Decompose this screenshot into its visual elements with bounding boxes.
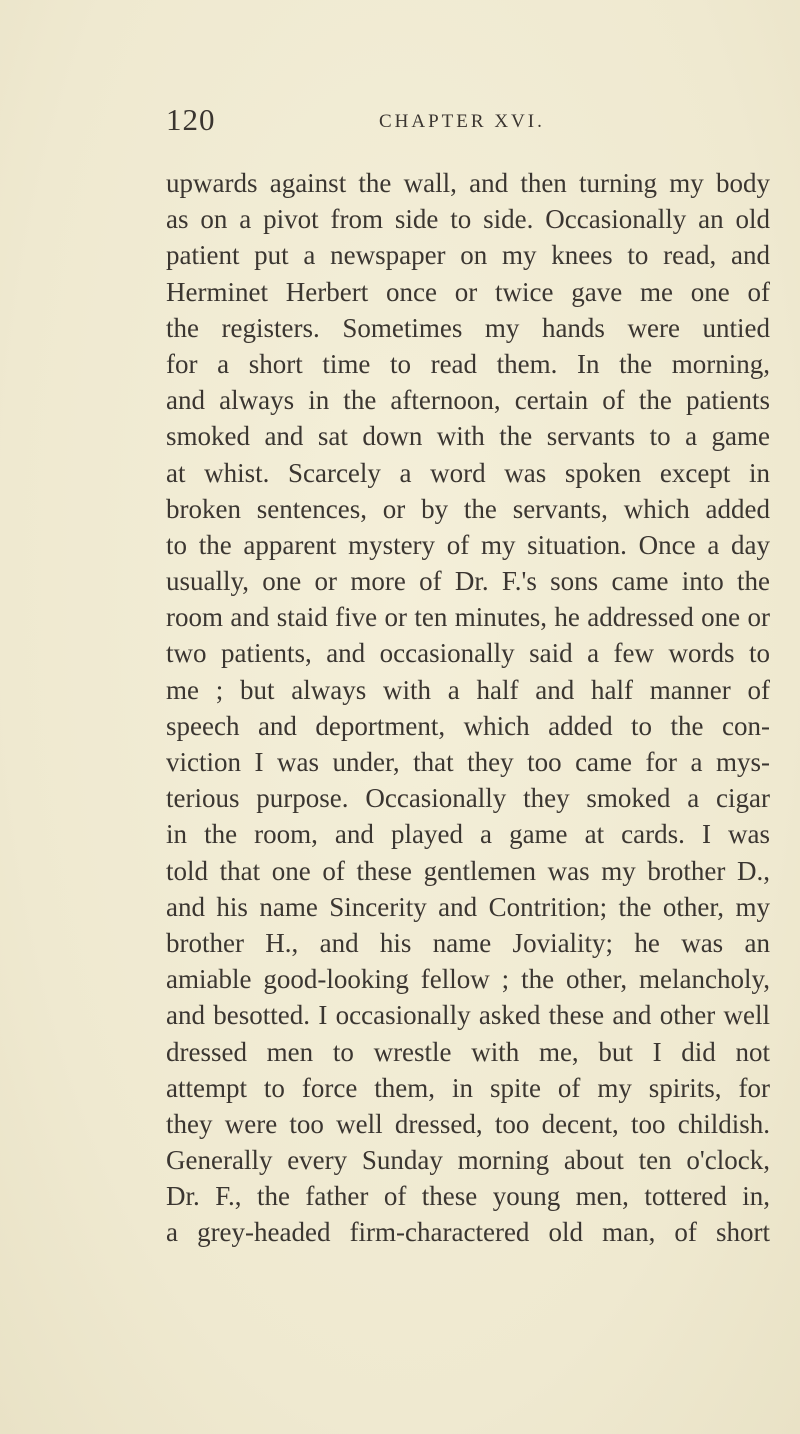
text-line: terious purpose. Occasionally they smoked a cigar [166,783,770,814]
text-line: at whist. Scarcely a word was spoken except in [166,457,770,488]
text-line: in the room, and played a game at cards. I was [166,819,770,850]
text-line: as on a pivot from side to side. Occasionally an old [166,204,770,235]
text-line: told that one of these gentlemen was my brother D., [166,855,770,886]
text-line: brother H., and his name Joviality; he was an [166,927,770,958]
text-line: usually, one or more of Dr. F.'s sons came into the [166,566,770,597]
text-line: Dr. F., the father of these young men, tottered in, [166,1181,770,1212]
text-line: attempt to force them, in spite of my spirits, for [166,1072,770,1103]
body-text [166,165,770,1251]
text-line: and besotted. I occasionally asked these and other well [166,1000,770,1031]
text-line: to the apparent mystery of my situation. Once a day [166,529,770,560]
text-line: the registers. Sometimes my hands were untied [166,312,770,343]
chapter-heading: CHAPTER XVI. [379,111,545,132]
text-line: me ; but always with a half and half manner of [166,674,770,705]
text-line: two patients, and occasionally said a few words to [166,638,770,669]
running-head [166,102,770,142]
text-line: and his name Sincerity and Contrition; the other, my [166,891,770,922]
text-line: room and staid five or ten minutes, he addressed one or [166,602,770,633]
text-line: viction I was under, that they too came for a mys- [166,747,770,777]
text-line: broken sentences, or by the servants, which added [166,493,770,524]
text-line: speech and deportment, which added to the con- [166,710,770,741]
text-line: for a short time to read them. In the morning, [166,348,770,379]
text-line: a grey-headed firm-charactered old man, of short [166,1217,770,1248]
page-number: 120 [166,102,216,137]
text-line: Herminet Herbert once or twice gave me one of [166,276,770,307]
text-line: patient put a newspaper on my knees to read, and [166,240,770,271]
text-line: they were too well dressed, too decent, too childish. [166,1108,770,1139]
text-line: dressed men to wrestle with me, but I did not [166,1036,770,1067]
text-line: Generally every Sunday morning about ten o'clock, [166,1145,770,1176]
text-line: smoked and sat down with the servants to a game [166,421,770,452]
text-line: and always in the afternoon, certain of the patients [166,385,770,416]
text-line: amiable good-looking fellow ; the other, melancholy, [166,964,770,995]
text-line: upwards against the wall, and then turning my body [166,168,770,198]
